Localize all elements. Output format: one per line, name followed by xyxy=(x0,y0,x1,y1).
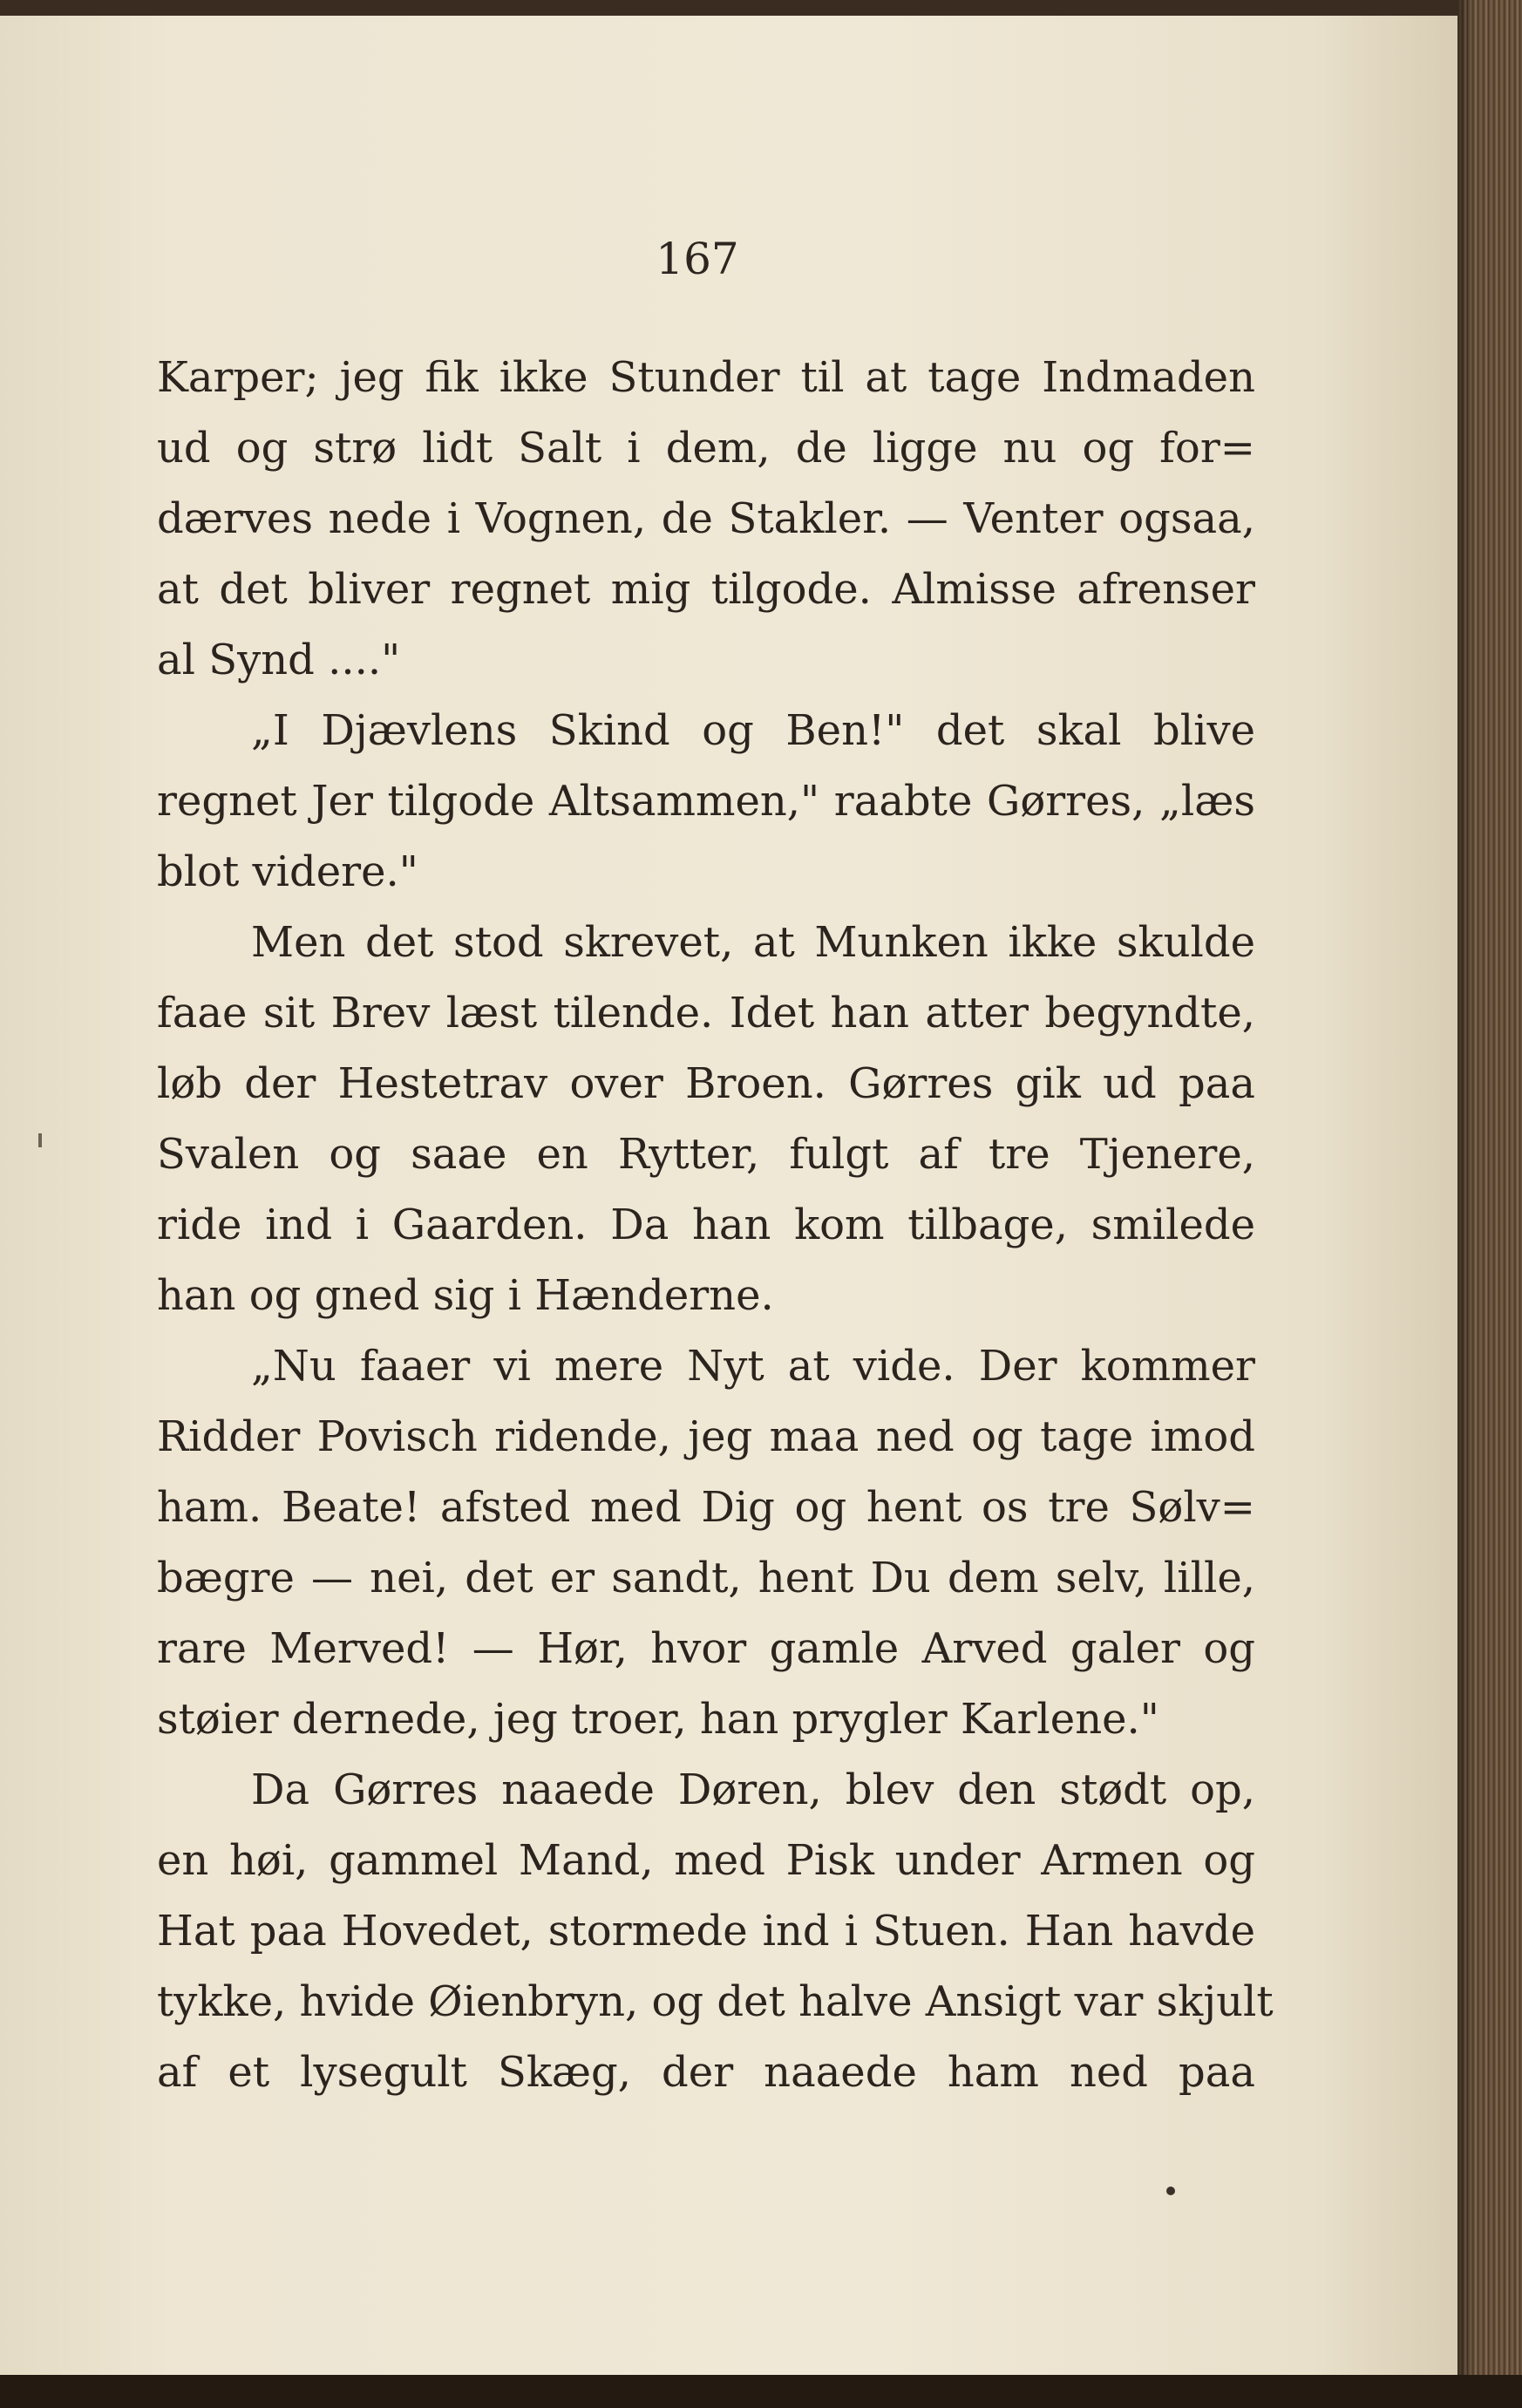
text-line: af et lysegult Skæg, der naaede ham ned paa xyxy=(157,2048,1255,2097)
text-line: ud og strø lidt Salt i dem, de ligge nu og for= xyxy=(157,424,1255,473)
scan-top-edge xyxy=(0,0,1522,16)
text-line: løb der Hestetrav over Broen. Gørres gik ud paa xyxy=(157,1059,1255,1108)
text-line: faae sit Brev læst tilende. Idet han atter begyndte, xyxy=(157,989,1255,1037)
spine-shadow xyxy=(1457,0,1473,2408)
text-line: ham. Beate! afsted med Dig og hent os tre Sølv= xyxy=(157,1483,1255,1532)
text-line: at det bliver regnet mig tilgode. Almisse afrenser xyxy=(157,565,1255,614)
text-line: „I Djævlens Skind og Ben!" det skal blive xyxy=(251,706,1255,755)
text-line: Da Gørres naaede Døren, blev den stødt op, xyxy=(251,1765,1255,1814)
body-text xyxy=(157,343,1274,2108)
text-line: en høi, gammel Mand, med Pisk under Armen og xyxy=(157,1836,1255,1885)
text-line: rare Merved! — Hør, hvor gamle Arved galer og xyxy=(157,1624,1255,1673)
text-line: tykke, hvide Øienbryn, og det halve Ansigt var skjult xyxy=(157,1977,1274,2026)
text-line: blot videre." xyxy=(157,847,418,896)
text-line: han og gned sig i Hænderne. xyxy=(157,1271,774,1320)
text-line: al Synd ...." xyxy=(157,636,401,684)
text-line: Men det stod skrevet, at Munken ikke skulde xyxy=(251,918,1255,967)
book-page xyxy=(0,16,1460,2375)
text-line: dærves nede i Vognen, de Stakler. — Venter ogsaa, xyxy=(157,494,1255,543)
page-number: 167 xyxy=(656,234,739,284)
text-line: regnet Jer tilgode Altsammen," raabte Gørres, „læs xyxy=(157,777,1255,826)
margin-mark xyxy=(38,1133,42,1147)
scan-bottom-edge xyxy=(0,2375,1522,2408)
text-line: Svalen og saae en Rytter, fulgt af tre Tjenere, xyxy=(157,1130,1255,1179)
text-line: støier dernede, jeg troer, han prygler Karlene." xyxy=(157,1695,1159,1744)
text-line: ride ind i Gaarden. Da han kom tilbage, smilede xyxy=(157,1201,1255,1249)
text-line: Ridder Povisch ridende, jeg maa ned og tage imod xyxy=(157,1412,1255,1461)
ink-dot xyxy=(1166,2187,1175,2195)
text-line: „Nu faaer vi mere Nyt at vide. Der kommer xyxy=(251,1342,1255,1391)
text-line: Karper; jeg fik ikke Stunder til at tage Indmaden xyxy=(157,353,1255,402)
text-line: bægre — nei, det er sandt, hent Du dem selv, lille, xyxy=(157,1554,1255,1602)
text-line: Hat paa Hovedet, stormede ind i Stuen. Han havde xyxy=(157,1907,1255,1956)
